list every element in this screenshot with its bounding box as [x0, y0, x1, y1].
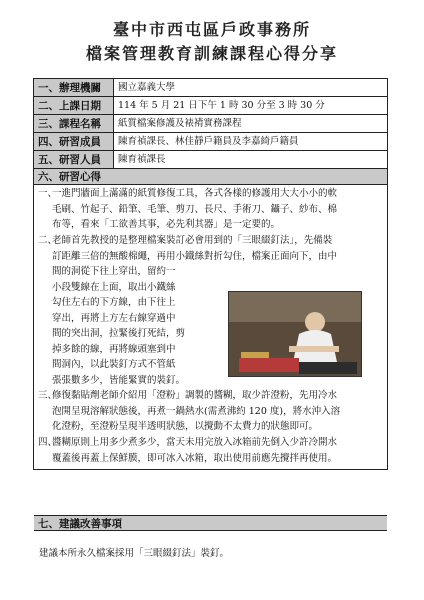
row-course — [34, 115, 387, 133]
note-line: 覆蓋後再蓋上保鮮膜，即可冰入冰箱，取出使用前應先攪拌再使用。 — [52, 452, 338, 464]
note-line: 張張數多少，皆能緊實的裝釘。 — [52, 374, 186, 386]
note-line: 穿出，再將上方左右線穿過中 — [52, 312, 176, 324]
label-members: 四、研習成員 — [34, 133, 114, 150]
note-line: 間洞內，以此裝釘方式不管紙 — [52, 359, 176, 370]
report-title: 檔案管理教育訓練課程心得分享 — [85, 44, 338, 63]
label-course: 三、課程名稱 — [34, 115, 114, 132]
row-attendee — [34, 151, 387, 169]
note-number: 二、 — [38, 235, 58, 246]
row-organizer — [34, 79, 387, 97]
note-number: 三、 — [38, 390, 58, 401]
note-line: 一進門牆面上滿滿的紙質修復工具，各式各樣的修護用大大小小的軟 — [52, 188, 338, 199]
note-line: 掉多餘的線，再將線頭塞到中 — [52, 343, 176, 355]
note-number: 四、 — [38, 437, 58, 448]
class-photo — [228, 291, 362, 377]
photo-illustration — [229, 292, 361, 376]
value-course: 紙質檔案修護及裱褙實務課程 — [118, 118, 242, 129]
label-attendee: 五、研習人員 — [34, 151, 114, 168]
label-organizer: 一、辦理機關 — [34, 79, 114, 96]
value-attendee: 陳育禎課長 — [118, 154, 166, 165]
note-line: 小段雙線在上面，取出小鐵絲 — [52, 281, 176, 293]
report-table — [33, 78, 388, 530]
note-line: 化澄粉，至澄粉呈現半透明狀態，以攪動不太費力的狀態即可。 — [52, 421, 319, 432]
note-line: 勾住左右的下方線，由下往上 — [52, 297, 176, 308]
note-line: 訂距離三倍的無酸棉繩，再用小鐵絲對折勾住，檔案正面向下，由中 — [52, 250, 338, 262]
value-members: 陳育禎課長、林佳靜戶籍員及李嘉綺戶籍員 — [118, 136, 299, 147]
section-7-header: 七、建議改善事項 — [34, 515, 387, 531]
note-line: 泡開呈現溶解狀態後，再煮一鍋熱水(需煮沸約 120 度)，將水沖入溶 — [52, 405, 341, 417]
section-6-header: 六、研習心得 — [34, 169, 387, 185]
note-line: 布等，看來「工欲善其事，必先利其器」是一定要的。 — [52, 219, 281, 230]
suggestion-text: 建議本所永久檔案採用「三眼綴釘法」裝釘。 — [39, 548, 230, 559]
note-line: 老師首先教授的是整理檔案裝訂必會用到的「三眼綴釘法」，先備裝 — [52, 235, 333, 246]
note-number: 一、 — [38, 188, 58, 199]
note-line: 醬糊原則上用多少煮多少，當天未用完放入冰箱前先倒入少許冷開水 — [52, 437, 338, 448]
note-line: 毛刷、竹起子、鉛筆、毛筆、剪刀、長尺、手術刀、鑷子、紗布、棉 — [52, 203, 338, 215]
row-date — [34, 97, 387, 115]
value-date: 114 年 5 月 21 日下午 1 時 30 分至 3 時 30 分 — [118, 100, 325, 111]
note-line: 間的洞從下往上穿出，留約一 — [52, 266, 176, 277]
office-title: 臺中市西屯區戶政事務所 — [112, 20, 311, 39]
note-line: 間的突出洞，拉緊後打死結，剪 — [52, 328, 186, 339]
row-members — [34, 133, 387, 151]
note-line: 修復黏貼劑老師介紹用「澄粉」調製的醬糊，取少許澄粉，先用冷水 — [52, 390, 338, 401]
label-date: 二、上課日期 — [34, 97, 114, 114]
value-organizer: 國立嘉義大學 — [118, 82, 176, 93]
